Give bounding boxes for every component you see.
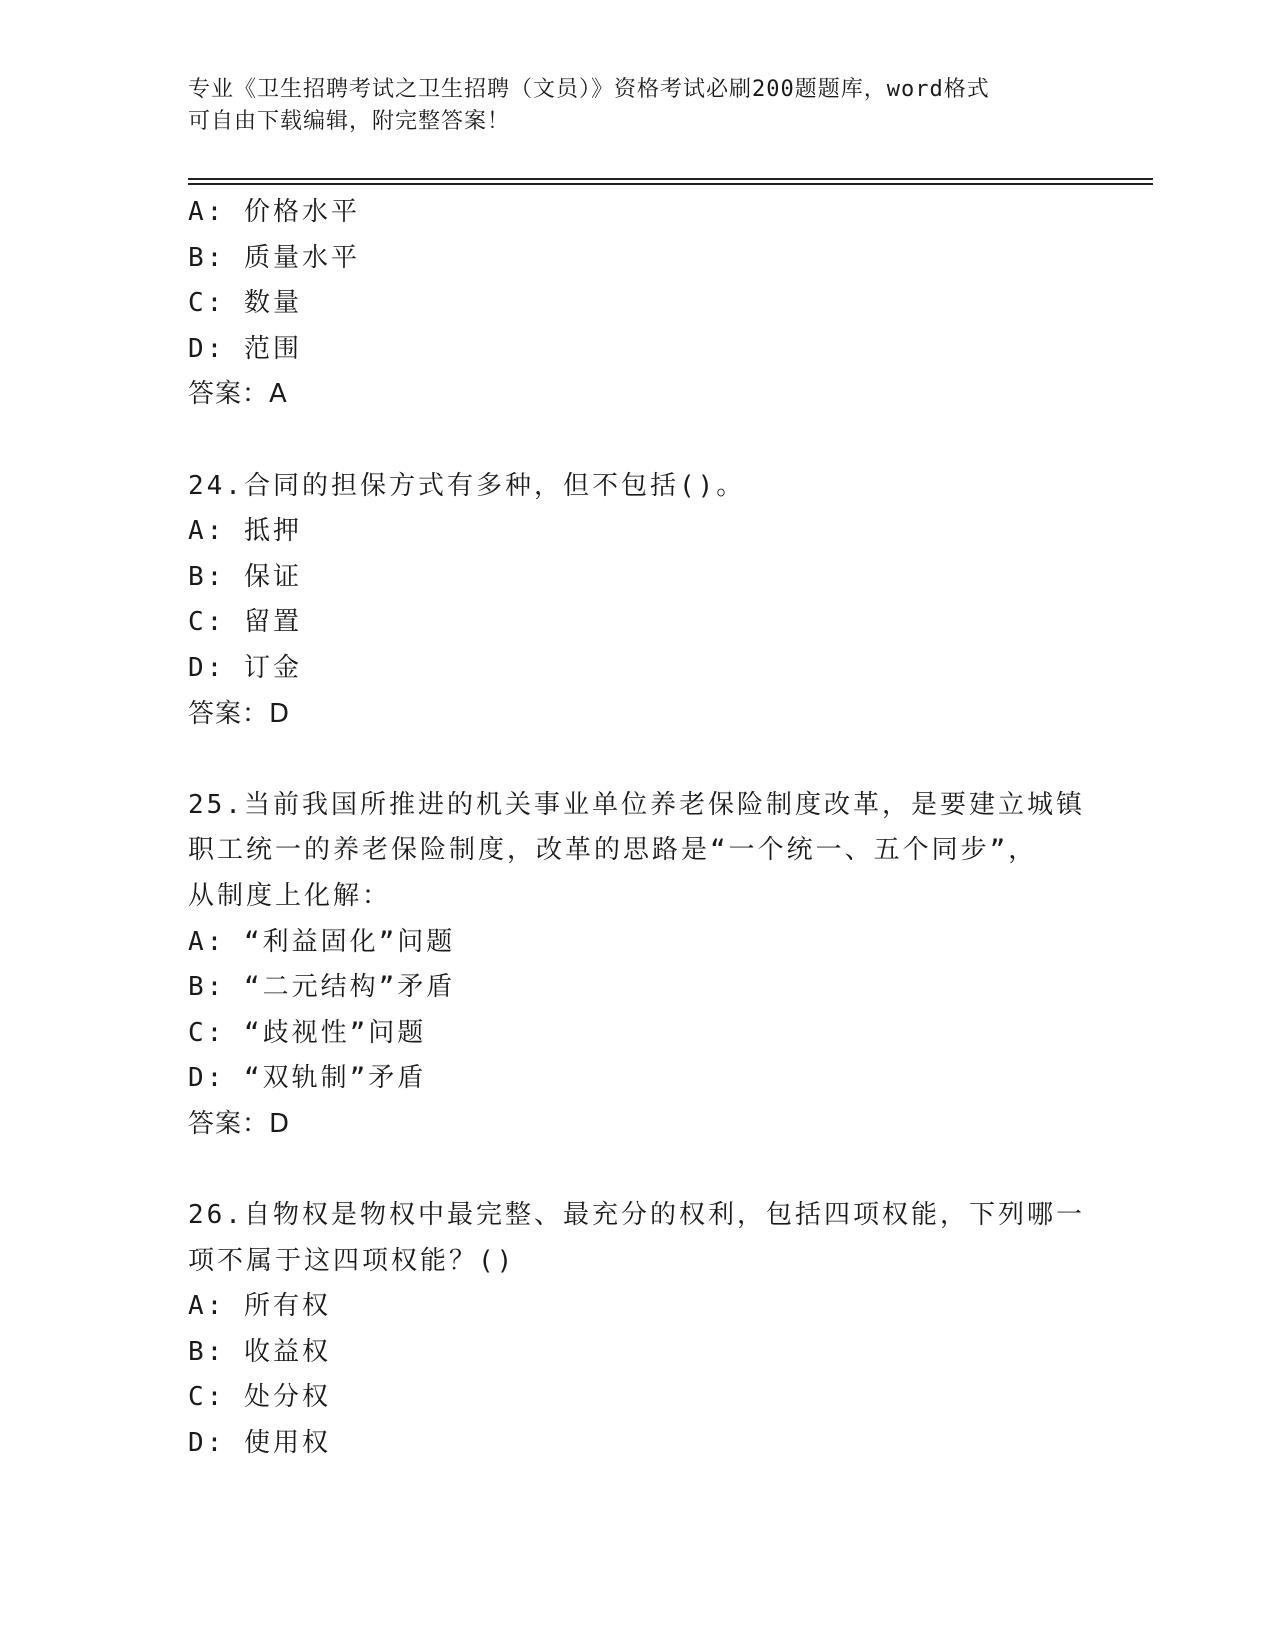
option-a: A: 价格水平 (188, 197, 360, 227)
option-c: C: 留置 (188, 607, 302, 638)
option-c: C: “歧视性”问题 (188, 1017, 427, 1048)
option-c: C: 处分权 (188, 1382, 331, 1413)
header-divider-top (188, 178, 1153, 180)
option-b: B: 保证 (188, 561, 302, 592)
question-text: 24.合同的担保方式有多种，但不包括()。 (188, 470, 746, 501)
answer-line: 答案：A (188, 379, 288, 410)
option-d: D: “双轨制”矛盾 (188, 1063, 427, 1094)
option-a: A: 所有权 (188, 1291, 331, 1322)
header-line-2: 可自由下载编辑，附完整答案！ (188, 109, 511, 134)
option-b: B: “二元结构”矛盾 (188, 972, 456, 1003)
question-24 (188, 464, 1088, 738)
option-c: C: 数量 (188, 288, 302, 319)
question-23-partial (188, 190, 1088, 418)
question-text: 从制度上化解： (188, 880, 392, 911)
question-text: 职工统一的养老保险制度，改革的思路是“一个统一、五个同步”， (188, 835, 1038, 866)
question-text: 26.自物权是物权中最完整、最充分的权利，包括四项权能，下列哪一 (188, 1200, 1085, 1231)
answer-line: 答案：D (188, 698, 291, 729)
option-d: D: 使用权 (188, 1428, 331, 1459)
question-25 (188, 783, 1088, 1148)
question-26 (188, 1193, 1088, 1467)
document-header (188, 74, 1068, 138)
option-b: B: 质量水平 (188, 242, 360, 273)
option-b: B: 收益权 (188, 1336, 331, 1367)
question-text: 25.当前我国所推进的机关事业单位养老保险制度改革，是要建立城镇 (188, 789, 1085, 820)
header-divider-bottom (188, 183, 1153, 185)
option-a: A: 抵押 (188, 516, 302, 547)
option-d: D: 范围 (188, 333, 302, 364)
header-line-1: 专业《卫生招聘考试之卫生招聘（文员）》资格考试必刷200题题库，word格式 (188, 77, 990, 102)
option-a: A: “利益固化”问题 (188, 926, 456, 957)
question-text: 项不属于这四项权能？() (188, 1245, 516, 1276)
option-d: D: 订金 (188, 652, 302, 683)
question-list (188, 190, 1088, 1467)
answer-line: 答案：D (188, 1108, 291, 1139)
